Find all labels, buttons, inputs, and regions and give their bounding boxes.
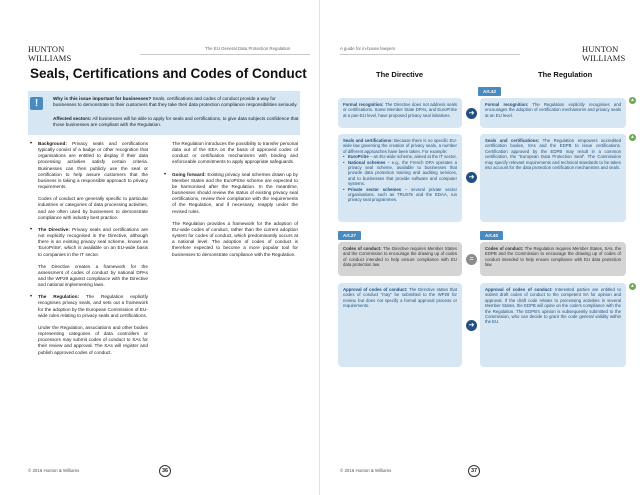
improvement-up-icon: ▲: [630, 97, 635, 103]
background-label: Background:: [38, 141, 67, 146]
logo-right-line2: WILLIAMS: [582, 52, 626, 63]
going-forward-text: Existing privacy seal schemes drawn up by Member States and the EuroPriSe scheme are expected to be harmonised after the Regulation. In the meantime, businesses should review the status of existing privacy seal certifications, review their compliance with the requirements of the Regulation, and if necessary, reapply under the revised rules.: [172, 171, 298, 214]
regulation-paragraph-2: Under the Regulation, associations and other bodies representing categories of data controllers or processors may submit codes of conduct to SAs for their review and approval. The SAs will register and publish approved codes of conduct.: [38, 324, 148, 355]
logo-line1: HUNTON: [28, 44, 65, 54]
article-42-tag: Art.42: [478, 87, 501, 96]
callout-affected-text: All businesses will be able to apply for seals and certifications, to give data subjects confidence that those businesses are compliant with the Regulation.: [53, 116, 299, 128]
page-title: Seals, Certifications and Codes of Conduct: [30, 66, 307, 81]
directive-seals-certifications: [338, 134, 462, 222]
d4-text: The Directive states that codes of conduct "may" be submitted to the WP29 for review, but does not specify a formal approval process or requirements.: [343, 287, 457, 309]
bullet-directive: [30, 227, 148, 258]
background-text: Privacy seals and certifications typically consist of a badge or other recognition that organisations are entitled to display if their data processing activities satisfy certain criteria. Businesses can then publicly use the seal or certification to help assure customers that the business is taking a responsible approach to privacy requirements.: [38, 141, 148, 190]
d2-label: Seals and certifications:: [343, 138, 393, 143]
logo-line2: WILLIAMS: [28, 52, 72, 63]
d2-item1-text: – an EU-wide scheme, aimed at the IT sector.: [368, 154, 457, 160]
r2-text: The Regulation empowers accredited certification bodies, SAs and the EDPB to issue certifications. Certification approved by the EDPB may result in a common certification, the "European Data Protection Seal". The Commission may specify relevant requirements and technical standards to be taken into account for the data protection certification mechanisms and seals.: [485, 138, 621, 171]
d2-list: [343, 154, 457, 203]
regulation-label: The Regulation:: [38, 294, 80, 300]
footer-copyright-right: © 2016 Hunton & Williams: [340, 468, 392, 473]
d2-item2-text: – e.g., the French DPA operates a privacy seal scheme, available to businesses that provide data protection training and auditing services, and to businesses that provide software and computer systems.: [348, 159, 457, 187]
directive-text: Privacy seals and certifications are not explicitly recognised in the Directive, although there is an existing privacy seal scheme, known as 'EuroPriSe', which is available on an EU-wide basis to companies in the IT sector.: [38, 226, 148, 257]
callout-why: [53, 96, 299, 108]
r2-label: Seals and certifications:: [485, 138, 540, 143]
bullet-going-forward: [164, 172, 298, 215]
logo: [28, 45, 71, 62]
running-header-left: The EU General Data Protection Regulation: [205, 46, 291, 51]
r3-text: The Regulation requires Member States, SAs, the EDPB and the Commission to encourage the drawing up of codes of conduct intended to help ensure compliance with EU data protection law.: [485, 246, 622, 268]
header-rule-right: [340, 54, 520, 55]
text-column-1: [30, 141, 148, 362]
equal-icon: =: [466, 254, 477, 265]
logo-right: [582, 45, 625, 62]
regulation-column-header: The Regulation: [538, 70, 593, 79]
d1-text: The Directive does not address seals or certifications. Some Member State DPAs, and EuroPriSe at a pan-EU level, have proposed privacy seal initiatives.: [343, 102, 457, 118]
right-page: [320, 0, 640, 495]
bullet-regulation: [30, 294, 148, 319]
d2-item-national: [343, 160, 457, 187]
background-paragraph-2: Codes of conduct are generally specific to particular industries or categories of data processing activities, and are often used by businesses to demonstrate compliance with industry best practice.: [38, 196, 148, 220]
r4-label: Approval of codes of conduct:: [485, 287, 553, 292]
d2-item3-text: – several private sector organisations, such as TRUSTe and the EDAA, run privacy seal programmes.: [348, 186, 457, 203]
regulation-seals-certifications: [480, 134, 626, 222]
directive-approval-codes: [338, 283, 462, 367]
d2-item1-label: EuroPriSe: [348, 154, 369, 160]
text-column-2: [164, 141, 298, 264]
callout-why-label: Why is this issue important for businesses?: [53, 96, 152, 101]
directive-label: The Directive:: [38, 226, 70, 232]
r4-text: Interested parties are entitled to submit draft codes of conduct to the competent SA for opinion and approval. If the draft code relates to processing activities in several Member States, the EDPB will opine on the code's compliance with the the Regulation. The EDPB's opinion is subsequently submitted to the Commission, who can decide to grant the code general validity within the EU.: [485, 287, 621, 325]
header-rule: [140, 54, 310, 55]
page-number-left: 36: [159, 465, 171, 477]
exclamation-icon: !: [30, 97, 43, 110]
improvement-up-icon: ▲: [630, 134, 635, 140]
transfer-paragraph: The Regulation introduces the possibility to transfer personal data out of the EEA on the basis of approved codes of conduct or certification mechanisms with binding and enforceable commitments to apply appropriate safeguards.: [172, 141, 298, 165]
d2-item2-label: National schemes: [348, 159, 386, 165]
d3-text: The Directive requires Member States and the Commission to encourage the drawing up of codes of conduct intended to help ensure compliance with EU data protection law.: [343, 246, 457, 268]
arrow-right-icon: ➜: [466, 108, 477, 119]
d4-label: Approval of codes of conduct:: [343, 287, 408, 292]
regulation-codes-of-conduct: [480, 242, 626, 276]
d1-label: Formal recognition:: [343, 102, 384, 107]
callout-affected-label: Affected sectors:: [53, 116, 92, 121]
directive-paragraph-2: The Directive creates a framework for the assessment of codes of conduct by national DPAs and the WP29 against compliance with the Directive and national implementing laws.: [38, 263, 148, 288]
directive-formal-recognition: [338, 98, 462, 128]
logo-right-line1: HUNTON: [582, 44, 619, 54]
regulation-text: The Regulation explicitly recognises privacy seals, and sets out a framework for the adoption by the European Commission of EU-wide rules relating to privacy seals and certifications.: [38, 294, 148, 318]
d2-item-private: [343, 187, 457, 203]
d2-text: Because there is no specific EU-wide law governing the creation of privacy seals, a number of different approaches have been taken. For example:: [343, 138, 457, 154]
arrow-right-icon: ➜: [466, 320, 477, 331]
directive-column-header: The Directive: [376, 70, 424, 79]
improvement-up-icon: ▲: [630, 283, 635, 289]
callout-affected: [53, 116, 299, 128]
running-header-right: A guide for in-house lawyers: [340, 46, 396, 51]
callout-why-text: Seals, certifications and codes of conduct provide a way for businesses to demonstrate to their customers that they take their data protection compliance responsibilities seriously.: [53, 96, 298, 108]
article-27-tag: Art.27: [338, 231, 361, 240]
r3-label: Codes of conduct:: [485, 246, 524, 251]
footer-copyright-left: © 2016 Hunton & Williams: [28, 468, 80, 473]
d2-item3-label: Private sector schemes: [348, 186, 402, 192]
article-40-tag: Art.40: [480, 231, 503, 240]
d3-label: Codes of conduct:: [343, 246, 382, 251]
framework-paragraph: The Regulation provides a framework for the adoption of EU-wide codes of conduct, rather than the current adoption system for codes of conduct, which predominantly occurs at a national level. The adoption of codes of conduct is therefore expected to become a more popular tool for businesses to demonstrate compliance with the Regulation.: [172, 220, 298, 257]
going-forward-label: Going forward:: [172, 171, 206, 177]
directive-codes-of-conduct: [338, 242, 462, 276]
regulation-formal-recognition: [480, 98, 626, 128]
bullet-background: [30, 141, 148, 190]
regulation-approval-codes: [480, 283, 626, 367]
r1-text: The Regulation explicitly recognises and encourages the adoption of certification mechanisms and privacy seals at an EU level.: [485, 102, 621, 118]
r1-label: Formal recognition:: [485, 102, 529, 107]
page-number-right: 37: [468, 465, 480, 477]
arrow-right-icon: ➜: [466, 172, 477, 183]
